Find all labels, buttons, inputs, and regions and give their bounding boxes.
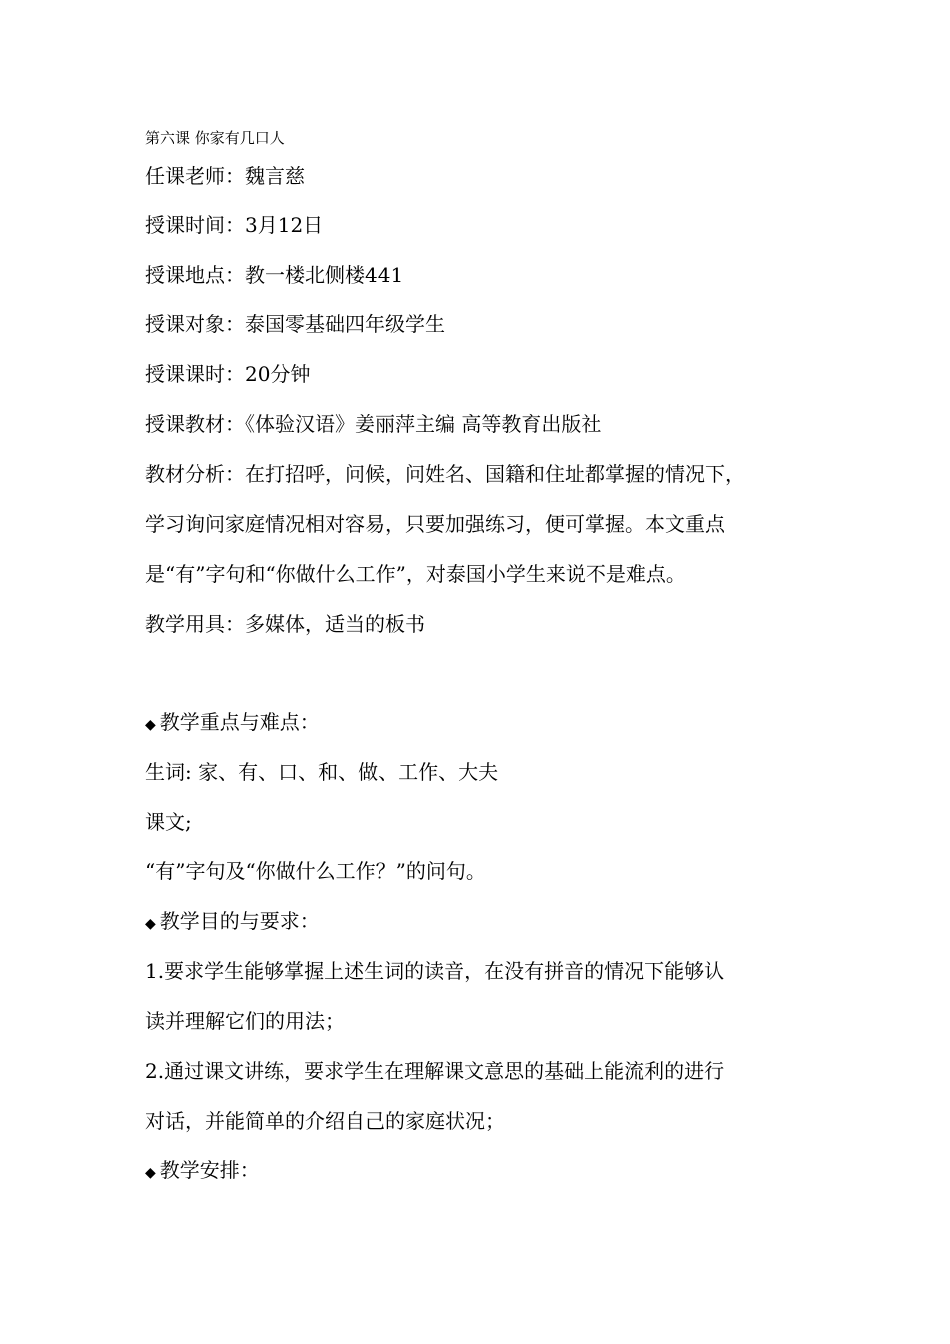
diamond-bullet-icon: ◆ xyxy=(145,1165,156,1181)
objectives-heading-text: 教学目的与要求： xyxy=(159,909,320,933)
diamond-bullet-icon: ◆ xyxy=(145,916,156,932)
objective-line: 2.通过课文讲练，要求学生在理解课文意思的基础上能流利的进行 xyxy=(145,1059,725,1083)
diamond-bullet-icon: ◆ xyxy=(145,717,156,733)
analysis-line-1: 教材分析：在打招呼，问候，问姓名、国籍和住址都掌握的情况下， xyxy=(145,462,745,486)
objective-line: 对话，并能简单的介绍自己的家庭状况； xyxy=(145,1109,505,1133)
arrangement-heading-text: 教学安排： xyxy=(159,1158,260,1182)
arrangement-heading xyxy=(145,1157,260,1186)
duration-line: 授课课时：20分钟 xyxy=(145,362,311,386)
analysis-line-3: 是“有”字句和“你做什么工作”，对泰国小学生来说不是难点。 xyxy=(145,562,686,586)
objective-line: 1.要求学生能够掌握上述生词的读音，在没有拼音的情况下能够认 xyxy=(145,959,725,983)
key-point-item: “有”字句及“你做什么工作？”的问句。 xyxy=(145,859,486,883)
audience-line: 授课对象：泰国零基础四年级学生 xyxy=(145,312,445,336)
key-points-heading xyxy=(145,709,320,738)
location-line: 授课地点：教一楼北侧楼441 xyxy=(145,263,404,287)
objective-line: 读并理解它们的用法； xyxy=(145,1009,345,1033)
tools-line: 教学用具：多媒体，适当的板书 xyxy=(145,612,425,636)
key-point-item: 生词: 家、有、口、和、做、工作、大夫 xyxy=(145,760,499,784)
objectives-heading xyxy=(145,908,320,937)
key-points-heading-text: 教学重点与难点： xyxy=(159,710,320,734)
textbook-line: 授课教材：《体验汉语》姜丽萍主编 高等教育出版社 xyxy=(145,412,602,436)
analysis-line-2: 学习询问家庭情况相对容易，只要加强练习，便可掌握。本文重点 xyxy=(145,512,725,536)
teacher-line: 任课老师：魏言慈 xyxy=(145,164,305,188)
lesson-title: 第六课 你家有几口人 xyxy=(145,129,285,147)
time-line: 授课时间：3月12日 xyxy=(145,213,324,237)
key-point-item: 课文; xyxy=(145,810,192,834)
